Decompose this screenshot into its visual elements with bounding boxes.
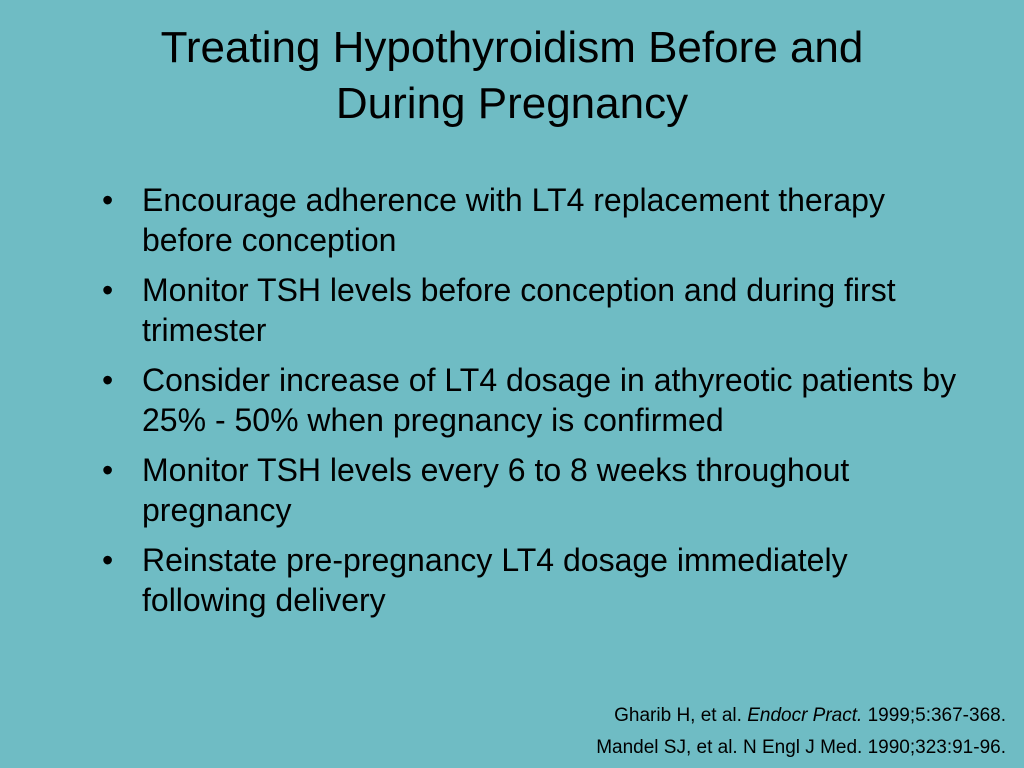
slide-title-line-2: During Pregnancy (335, 79, 689, 128)
references (596, 700, 1006, 764)
bullet-list (100, 180, 980, 630)
reference-gharib (596, 700, 1006, 732)
bullet-text: Monitor TSH levels every 6 to 8 weeks throughout pregnancy (142, 452, 850, 528)
slide-title-line-1: Treating Hypothyroidism Before and (160, 23, 864, 72)
bullet-item (100, 450, 980, 530)
bullet-item (100, 180, 980, 260)
reference-authors: Gharib H, et al. (614, 705, 748, 726)
reference-journal: Endocr Pract. (747, 705, 863, 726)
slide-title (0, 20, 1024, 132)
bullet-marker: • (102, 182, 114, 218)
bullet-text: Monitor TSH levels before conception and during first trimester (142, 272, 896, 348)
reference-mandel: Mandel SJ, et al. N Engl J Med. 1990;323:91-96. (596, 737, 1006, 758)
bullet-item (100, 540, 980, 620)
bullet-text: Consider increase of LT4 dosage in athyreotic patients by 25% - 50% when pregnancy is confirmed (142, 362, 957, 438)
bullet-marker: • (102, 362, 114, 398)
bullet-text: Reinstate pre-pregnancy LT4 dosage immediately following delivery (142, 542, 848, 618)
bullet-marker: • (102, 542, 114, 578)
bullet-text: Encourage adherence with LT4 replacement therapy before conception (142, 182, 885, 258)
bullet-item (100, 360, 980, 440)
bullet-item (100, 270, 980, 350)
reference-details: 1999;5:367-368. (862, 705, 1006, 726)
bullet-marker: • (102, 452, 114, 488)
bullet-marker: • (102, 272, 114, 308)
